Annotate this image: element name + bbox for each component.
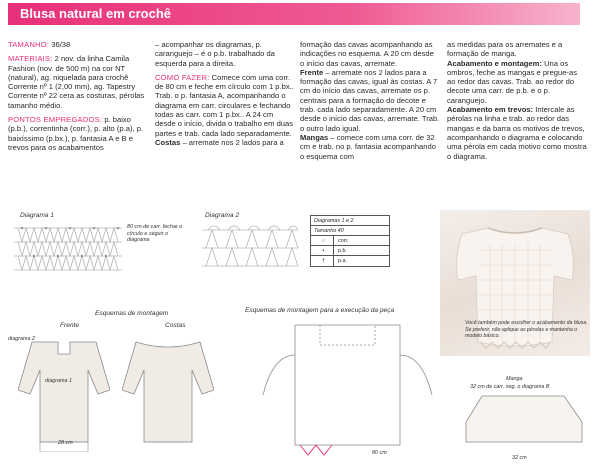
sleeve-piece — [458, 392, 588, 462]
front-scheme-label: Frente — [60, 322, 80, 329]
double-crochet-symbol-icon: † — [314, 256, 334, 266]
legend-table — [310, 215, 390, 267]
diagram2-pattern — [200, 220, 300, 276]
back-piece — [122, 330, 214, 452]
howto-text: Comece com uma corr. de 80 cm e feche em círculo com 1 p.bx.. Trab. o p. fantasia A, acompanhando o diagrama em carr. circulares e fechando todas as carr. com 1 p.bx.. A 24 cm desde o início, divida o trabalho em duas partes e trab. cada lado separadamente. — [155, 72, 294, 138]
diagram1-pattern — [12, 220, 124, 278]
column-2 — [155, 40, 295, 147]
photo-caption: Você também pode escolher o acabamento da blusa. Se preferir, não aplique as pérolas e mantenha o modelo básico. — [465, 320, 588, 339]
sleeves-label: Mangas — [300, 132, 329, 142]
diagram2-label: Diagrama 2 — [205, 212, 240, 219]
col3-intro: formação das cavas acompanhando as indicações no esquema. A 20 cm desde o início das cavas, arremate. — [300, 40, 434, 68]
schemes-label: Esquemas de montagem — [95, 310, 169, 317]
front-width-label: 28 cm — [58, 440, 73, 446]
col2-intro: – acompanhar os diagramas, p. caranguejo – é o p.b. trabalhado da esquerda para a direita. — [155, 40, 275, 68]
materials-label: MATERIAIS: — [8, 54, 53, 64]
assembly-width-label: 80 cm — [372, 450, 387, 456]
front-piece — [18, 330, 110, 452]
sleeve-width-label: 32 cm — [512, 455, 527, 461]
title-bar — [8, 3, 580, 25]
howto-label: COMO FAZER: — [155, 72, 210, 82]
legend-row-text: p.a. — [338, 258, 347, 264]
stitches-label: PONTOS EMPREGADOS: — [8, 115, 103, 125]
diagram1-label: Diagrama 1 — [20, 212, 55, 219]
assembly-label: Esquemas de montagem para a execução da peça — [245, 307, 395, 314]
chain-symbol-icon: ○ — [314, 236, 334, 245]
diagram2-marker: diagrama 2 — [8, 336, 35, 342]
diagram1-marker: diagrama 1 — [45, 378, 72, 384]
materials-text: 2 nov. da linha Camila Fashion (nov. de 500 m) na cor NT (natural), ag. niquelada para crochê Corrente nº 1 (2,00 mm), ag. Tapestry Corrente nº 22 cera as costuras, pérolas tamanho médio. — [8, 54, 145, 110]
size-label: TAMANHO: — [8, 40, 50, 49]
front-text: – arremate nos 2 lados para a formação das cavas, igual às costas. A 7 cm do início das cavas, arremate os p. centrais para a formação do decote e trab. cada lado separadamente. A 20 cm desde o início das cavas, arremate. Trab. o outro lado igual. — [300, 67, 440, 133]
single-crochet-symbol-icon: • — [314, 246, 334, 255]
stitches-text: p. baixo (p.b.), correntinha (corr.), p. alto (p.a), p. baixíssimo (p.bx.), p. fantasia A e B e trevos para os acabamentos — [8, 115, 144, 152]
sleeve-note: 32 cm de carr. seg. o diagrama B — [470, 384, 550, 390]
back-scheme-label: Costas — [165, 322, 186, 329]
size-value: 36/38 — [51, 40, 71, 49]
finish-text: Una os ombros, feche as mangas e pregue-as ao redor das cavas. Trab. ao redor do decote uma carr. de p.b. e o p. caranguejo. — [447, 58, 578, 105]
col4-intro: as medidas para os arremates e a formação de manga. — [447, 40, 563, 59]
page-title: Blusa natural em crochê — [20, 6, 171, 21]
column-1 — [8, 40, 148, 152]
trevos-label: Acabamento em trevos: — [447, 105, 534, 115]
assembly-scheme — [255, 315, 440, 465]
legend-row-text: p.b. — [338, 248, 347, 254]
sleeve-title: Manga — [506, 376, 523, 382]
legend-row-text: corr. — [338, 238, 349, 244]
legend-row — [311, 246, 389, 256]
back-label: Costas — [155, 137, 181, 147]
column-3 — [300, 40, 440, 161]
legend-row — [311, 236, 389, 246]
legend-title: Diagramas 1 e 2 — [311, 216, 389, 226]
legend-row — [311, 256, 389, 266]
legend-size: Tamanho 40 — [311, 226, 389, 236]
sleeves-text: – comece com uma corr. de 32 cm e trab. no p. fantasia acompanhando o esquema com — [300, 132, 436, 161]
trevos-text: Intercale as pérolas na linha e trab. ao redor das mangas e da barra os motivos de trevos, acompanhando o diagrama e colocando uma pérola em cada motivo como mostra o diagrama. — [447, 105, 587, 161]
column-4 — [447, 40, 587, 161]
back-text: – arremate nos 2 lados para a — [182, 137, 284, 147]
finish-label: Acabamento e montagem: — [447, 58, 542, 68]
front-label: Frente — [300, 67, 324, 77]
diagram1-note: 80 cm de carr. fechar o círculo e seguir o diagrama — [127, 224, 183, 243]
